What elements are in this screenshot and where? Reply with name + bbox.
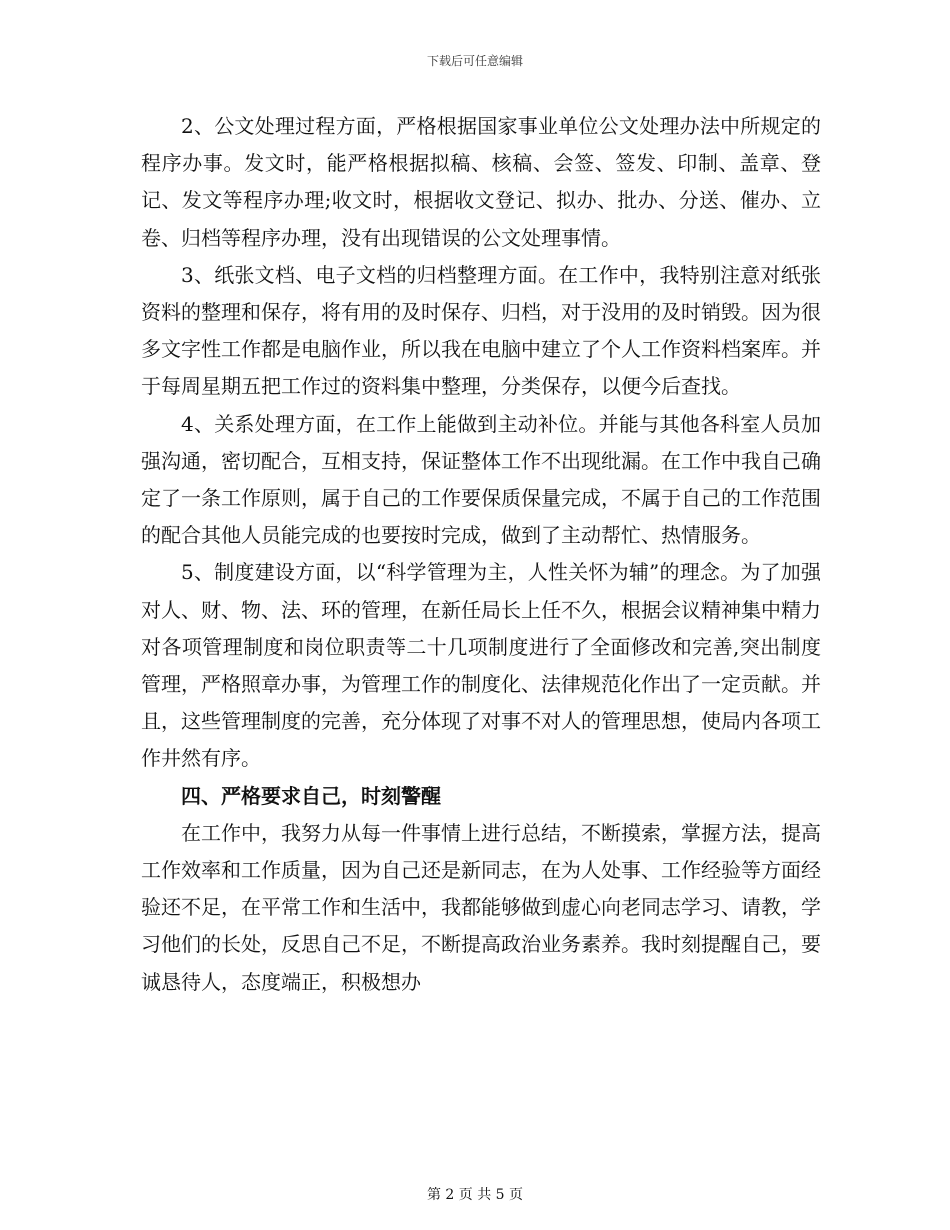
document-body	[141, 108, 821, 1001]
paragraph-4: 4、关系处理方面，在工作上能做到主动补位。并能与其他各科室人员加强沟通，密切配合，互相支持，保证整体工作不出现纰漏。在工作中我自己确定了一条工作原则，属于自己的工作要保质保量完成，不属于自己的工作范围的配合其他人员能完成的也要按时完成，做到了主动帮忙、热情服务。	[141, 411, 821, 548]
paragraph-3: 3、纸张文档、电子文档的归档整理方面。在工作中，我特别注意对纸张资料的整理和保存，将有用的及时保存、归档，对于没用的及时销毁。因为很多文字性工作都是电脑作业，所以我在电脑中建立了个人工作资料档案库。并于每周星期五把工作过的资料集中整理，分类保存，以便今后查找。	[141, 262, 821, 399]
section-heading: 四、严格要求自己，时刻警醒	[181, 783, 441, 808]
paragraph-2: 2、公文处理过程方面，严格根据国家事业单位公文处理办法中所规定的程序办事。发文时，能严格根据拟稿、核稿、会签、签发、印制、盖章、登记、发文等程序办理;收文时，根据收文登记、拟办、批办、分送、催办、立卷、归档等程序办理，没有出现错误的公文处理事情。	[141, 114, 821, 250]
paragraph-5: 5、制度建设方面，以“科学管理为主，人性关怀为辅”的理念。为了加强对人、财、物、法、环的管理，在新任局长上任不久，根据会议精神集中精力对各项管理制度和岗位职责等二十几项制度进行了全面修改和完善,突出制度管理，严格照章办事，为管理工作的制度化、法律规范化作出了一定贡献。并且，这些管理制度的完善，充分体现了对事不对人的管理思想，使局内各项工作井然有序。	[141, 560, 821, 771]
page-footer: 第 2 页 共 5 页	[426, 1187, 524, 1203]
page-header: 下载后可任意编辑	[426, 54, 523, 68]
closing-paragraph: 在工作中，我努力从每一件事情上进行总结，不断摸索，掌握方法，提高工作效率和工作质量，因为自己还是新同志，在为人处事、工作经验等方面经验还不足，在平常工作和生活中，我都能够做到虚心向老同志学习、请教，学习他们的长处，反思自己不足，不断提高政治业务素养。我时刻提醒自己，要诚恳待人，态度端正，积极想办	[141, 820, 821, 994]
